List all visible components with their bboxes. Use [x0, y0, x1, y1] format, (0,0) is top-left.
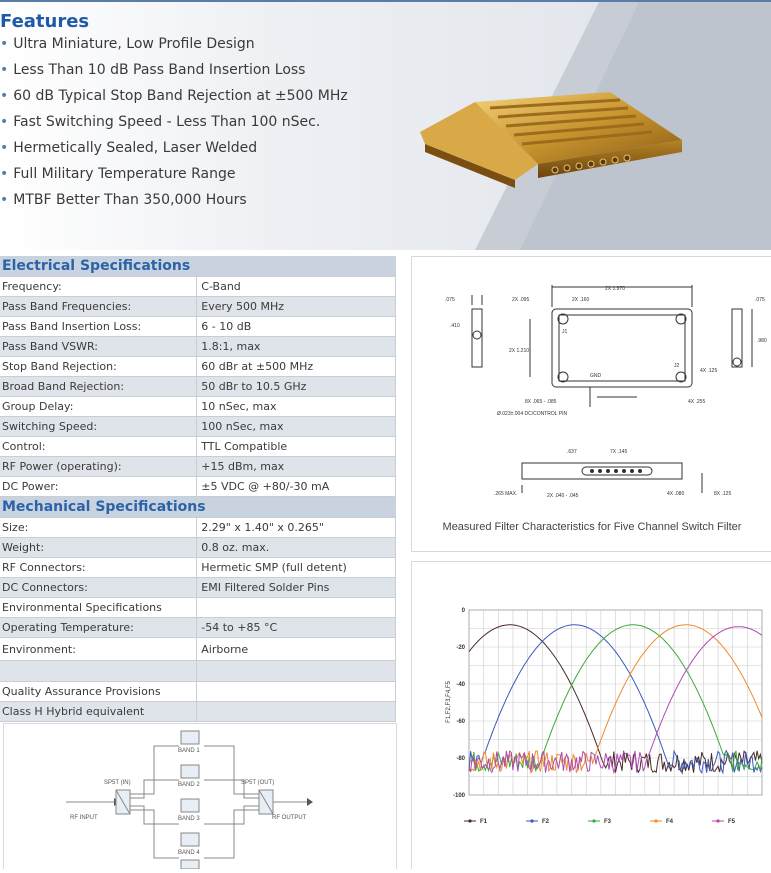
rf-output-label: RF OUTPUT: [272, 815, 307, 821]
table-row: Switching Speed: 100 nSec, max: [0, 417, 396, 437]
y-tick-label: -100: [452, 793, 465, 799]
hero-banner: [0, 0, 771, 250]
table-row: Operating Temperature: -54 to +85 °C: [0, 618, 396, 638]
features-list: [0, 34, 348, 216]
table-row: [0, 661, 396, 682]
y-tick-label: -60: [456, 719, 465, 725]
legend-marker: [592, 819, 595, 822]
dim-label: 2X .040 - .045: [547, 493, 579, 499]
y-tick-label: -80: [456, 756, 465, 762]
filter-response-chart: [412, 562, 771, 869]
dim-label: 4X .125: [700, 368, 718, 374]
input-switch-label: SP5T (IN): [104, 780, 131, 786]
feature-item: • Less Than 10 dB Pass Band Insertion Loss: [0, 62, 306, 78]
spec-table: [0, 256, 396, 722]
dim-label: 2X 1.210: [509, 348, 530, 354]
feature-item: • Hermetically Sealed, Laser Welded: [0, 140, 258, 156]
block-diagram: [4, 724, 396, 869]
dim-label: .980: [757, 338, 767, 344]
dim-label: 8X .125: [714, 491, 732, 497]
legend-marker: [468, 819, 471, 822]
dim-label: 4X .080: [667, 491, 685, 497]
block-diagram-panel: [3, 723, 397, 869]
y-axis-ticks: [453, 608, 466, 799]
table-row: Class H Hybrid equivalent: [0, 702, 396, 722]
y-axis-label: F1,F2,F3,F4,F5: [446, 681, 452, 723]
band-label: BAND 1: [178, 748, 200, 754]
drawing-caption: Measured Filter Characteristics for Five Channel Switch Filter: [442, 521, 742, 533]
section-header: Mechanical Specifications: [0, 497, 396, 518]
chart-legend: [464, 819, 736, 825]
dim-label: 8X .065 - .085: [525, 399, 557, 405]
table-row: Environmental Specifications: [0, 598, 396, 618]
dim-label: .075: [445, 297, 455, 303]
section-header: Electrical Specifications: [0, 256, 396, 277]
legend-label: F2: [542, 819, 550, 825]
legend-label: F1: [480, 819, 488, 825]
dim-label: 2X 1.970: [605, 286, 626, 292]
legend-label: F3: [604, 819, 612, 825]
feature-item: • Fast Switching Speed - Less Than 100 nSec.: [0, 114, 321, 130]
table-row: Weight: 0.8 oz. max.: [0, 538, 396, 558]
feature-item: • 60 dB Typical Stop Band Rejection at ±500 MHz: [0, 88, 348, 104]
product-photo: [420, 92, 690, 202]
dim-label: J1: [562, 329, 568, 335]
dim-label: Ø.023±.004 DC/CONTROL PIN: [497, 411, 568, 417]
band-label: BAND 3: [178, 816, 200, 822]
feature-item: • MTBF Better Than 350,000 Hours: [0, 192, 247, 208]
dim-label: J2: [674, 363, 680, 369]
table-row: Pass Band Insertion Loss: 6 - 10 dB: [0, 317, 396, 337]
rf-input-label: RF INPUT: [70, 815, 98, 821]
mechanical-drawing: [412, 257, 771, 519]
feature-item: • Ultra Miniature, Low Profile Design: [0, 36, 255, 52]
table-row: Group Delay: 10 nSec, max: [0, 397, 396, 417]
table-row: Broad Band Rejection: 50 dBr to 10.5 GHz: [0, 377, 396, 397]
dim-label: 2X .160: [572, 297, 590, 303]
table-row: RF Power (operating): +15 dBm, max: [0, 457, 396, 477]
table-row: Frequency: C-Band: [0, 277, 396, 297]
legend-marker: [654, 819, 657, 822]
table-row: Quality Assurance Provisions: [0, 682, 396, 702]
table-row: Control: TTL Compatible: [0, 437, 396, 457]
legend-marker: [716, 819, 719, 822]
legend-marker: [530, 819, 533, 822]
table-row: Stop Band Rejection: 60 dBr at ±500 MHz: [0, 357, 396, 377]
legend-label: F4: [666, 819, 674, 825]
dim-label: GND: [590, 373, 602, 379]
drawing-panel: [411, 256, 771, 552]
table-row: Pass Band Frequencies: Every 500 MHz: [0, 297, 396, 317]
dim-label: 7X .145: [610, 449, 628, 455]
dim-label: .075: [755, 297, 765, 303]
dim-label: .265 MAX.: [494, 491, 518, 497]
band-label: BAND 4: [178, 850, 200, 856]
dim-label: 2X .095: [512, 297, 530, 303]
dim-label: .410: [450, 323, 460, 329]
output-switch-label: SP5T (OUT): [241, 780, 275, 786]
legend-label: F5: [728, 819, 736, 825]
table-row: Size: 2.29" x 1.40" x 0.265": [0, 518, 396, 538]
table-row: RF Connectors: Hermetic SMP (full detent): [0, 558, 396, 578]
y-tick-label: -20: [456, 645, 465, 651]
band-label: BAND 2: [178, 782, 200, 788]
y-tick-label: -40: [456, 682, 465, 688]
table-row: Environment: Airborne: [0, 638, 396, 661]
features-title: Features: [0, 11, 90, 32]
dim-label: 4X .255: [688, 399, 706, 405]
feature-item: • Full Military Temperature Range: [0, 166, 236, 182]
table-row: Pass Band VSWR: 1.8:1, max: [0, 337, 396, 357]
chart-panel: [411, 561, 771, 869]
y-tick-label: 0: [461, 608, 465, 614]
table-row: DC Connectors: EMI Filtered Solder Pins: [0, 578, 396, 598]
table-row: DC Power: ±5 VDC @ +80/-30 mA: [0, 477, 396, 497]
dim-label: .637: [567, 449, 577, 455]
hero-top-border: [0, 0, 771, 2]
